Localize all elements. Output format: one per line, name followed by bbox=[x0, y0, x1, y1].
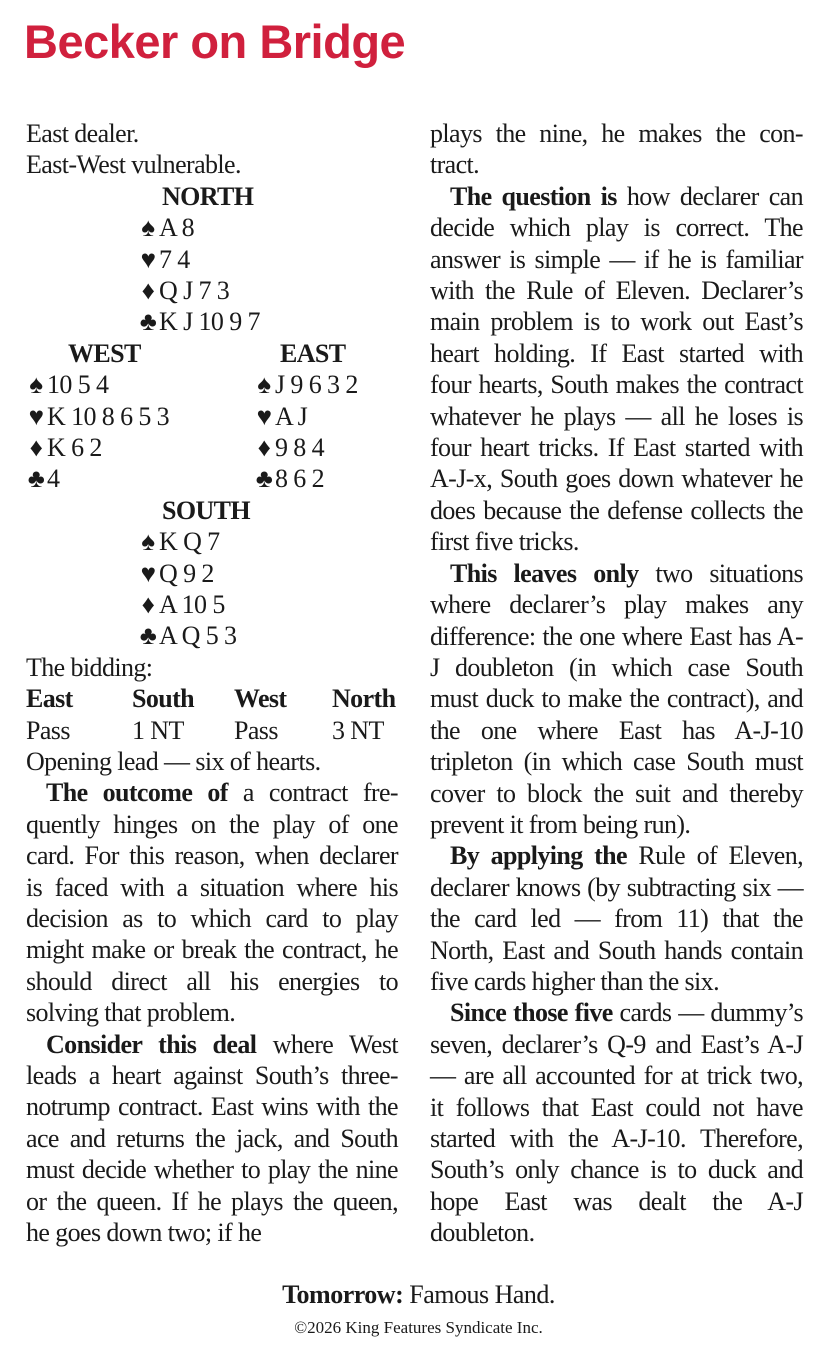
article-paragraph-continued: plays the nine, he makes the con- tract. bbox=[430, 119, 803, 180]
north-label: NORTH bbox=[162, 181, 254, 211]
paragraph-lead: Since those five bbox=[450, 998, 613, 1028]
spade-icon: ♠ bbox=[141, 213, 155, 243]
spade-icon: ♠ bbox=[257, 370, 271, 400]
paragraph-lead: The question is bbox=[450, 181, 617, 211]
vulnerability-line: East-West vulnerable. bbox=[26, 150, 241, 180]
opening-lead: Opening lead — six of hearts. bbox=[26, 746, 321, 776]
south-spades: ♠ K Q 7 bbox=[138, 526, 220, 557]
north-spades: ♠ A 8 bbox=[138, 212, 194, 243]
east-label: EAST bbox=[280, 338, 346, 368]
west-hearts: ♥ K 10 8 6 5 3 bbox=[26, 401, 169, 432]
east-diamonds: ♦ 9 8 4 bbox=[254, 432, 324, 463]
diamond-icon: ♦ bbox=[141, 589, 155, 619]
bidding-header: West bbox=[234, 684, 287, 714]
bid: 1 NT bbox=[132, 715, 184, 745]
club-icon: ♣ bbox=[139, 621, 157, 651]
club-icon: ♣ bbox=[27, 464, 45, 494]
west-spades: ♠ 10 5 4 bbox=[26, 369, 108, 400]
paragraph-body: Rule of Eleven, declarer knows (by subtracting six — the card led — from 11) that the North, East and South hands contain five cards higher than the six. bbox=[430, 841, 803, 996]
bidding-row bbox=[26, 715, 398, 746]
bid: 3 NT bbox=[332, 715, 384, 745]
tomorrow-label: Tomorrow: bbox=[282, 1280, 404, 1309]
east-hearts: ♥ A J bbox=[254, 401, 307, 432]
right-column bbox=[430, 118, 803, 1249]
paragraph-lead: The outcome of bbox=[46, 778, 228, 808]
east-spades: ♠ J 9 6 3 2 bbox=[254, 369, 358, 400]
bid: Pass bbox=[26, 715, 70, 745]
tomorrow-teaser bbox=[0, 1280, 837, 1310]
south-diamonds: ♦ A 10 5 bbox=[138, 589, 225, 620]
diamond-icon: ♦ bbox=[257, 432, 271, 462]
paragraph-body: cards — dummy’s seven, declarer’s Q-9 and East’s A-J — are all accounted for at trick two, it follows that East could not have started with the A-J-10. Therefore, South’s only chance is to duck and hope East was dealt the A-J doubleton. bbox=[430, 998, 804, 1248]
south-label: SOUTH bbox=[162, 495, 251, 525]
article-paragraph: Consider this deal where West leads a heart against South’s three- notrump contract. East wins with the ace and returns the jack, and South must decide whether to play the nine or the queen. If he plays the queen, he goes down two; if he bbox=[26, 1029, 399, 1248]
paragraph-body: two situations where declarer’s play makes any difference: the one where East has A-J doubleton (in which case South must duck to make the contract), and the one where East has A-J-10 tripleton (in which case South must cover to block the suit and thereby prevent it from being run). bbox=[430, 558, 804, 839]
paragraph-body: a contract fre- bbox=[242, 778, 398, 808]
spade-icon: ♠ bbox=[141, 527, 155, 557]
dealer-line: East dealer. bbox=[26, 119, 139, 148]
heart-icon: ♥ bbox=[140, 558, 156, 588]
paragraph-body: where West bbox=[272, 1029, 399, 1059]
bidding-header: South bbox=[132, 684, 195, 714]
article-paragraph bbox=[430, 181, 803, 558]
article-paragraph: The outcome of a contract fre- quently hinges on the play of one card. For this reason, when declarer is faced with a situation where his decision as to which card to play might make or break the contract, he should direct all his energies to solving that problem. bbox=[26, 778, 399, 1028]
paragraph-lead: Consider this deal bbox=[46, 1029, 257, 1059]
paragraph-lead: This leaves only bbox=[450, 558, 639, 588]
left-column bbox=[26, 118, 398, 1248]
bidding-label: The bidding: bbox=[26, 652, 153, 682]
bid: Pass bbox=[234, 715, 278, 745]
west-clubs: ♣ 4 bbox=[27, 464, 60, 494]
tomorrow-text: Famous Hand. bbox=[403, 1280, 555, 1309]
article-paragraph bbox=[430, 997, 803, 1248]
heart-icon: ♥ bbox=[28, 401, 44, 431]
heart-icon: ♥ bbox=[256, 401, 272, 431]
south-clubs: ♣ A Q 5 3 bbox=[139, 621, 237, 651]
paragraph-body: how declarer can decide which play is correct. The answer is simple — if he is familiar with the Rule of Eleven. Declarer’s main problem is to work out East’s heart holding. If East started with four hearts, South makes the contract whatever he plays — all he loses is four heart tricks. If East started with A-J-x, South goes down whatever he does because the defense collects the first five tricks. bbox=[430, 181, 804, 557]
bidding-header: North bbox=[332, 684, 396, 714]
north-clubs: ♣ K J 10 9 7 bbox=[139, 307, 260, 337]
bidding-header: East bbox=[26, 684, 73, 714]
club-icon: ♣ bbox=[139, 307, 157, 337]
club-icon: ♣ bbox=[255, 464, 273, 494]
north-hearts: ♥ 7 4 bbox=[138, 244, 190, 275]
paragraph-lead: By applying the bbox=[450, 841, 627, 871]
copyright: ©2026 King Features Syndicate Inc. bbox=[294, 1318, 543, 1337]
diamond-icon: ♦ bbox=[29, 432, 43, 462]
bidding-header-row bbox=[26, 683, 398, 714]
heart-icon: ♥ bbox=[140, 244, 156, 274]
diamond-icon: ♦ bbox=[141, 275, 155, 305]
spade-icon: ♠ bbox=[29, 370, 43, 400]
article-paragraph bbox=[430, 558, 803, 841]
west-diamonds: ♦ K 6 2 bbox=[26, 432, 102, 463]
east-clubs: ♣ 8 6 2 bbox=[255, 464, 325, 494]
article-paragraph bbox=[430, 840, 803, 997]
south-hearts: ♥ Q 9 2 bbox=[138, 558, 214, 589]
column-title: Becker on Bridge bbox=[24, 15, 406, 68]
north-diamonds: ♦ Q J 7 3 bbox=[138, 275, 229, 306]
west-label: WEST bbox=[68, 338, 141, 368]
deal-diagram bbox=[26, 181, 398, 652]
